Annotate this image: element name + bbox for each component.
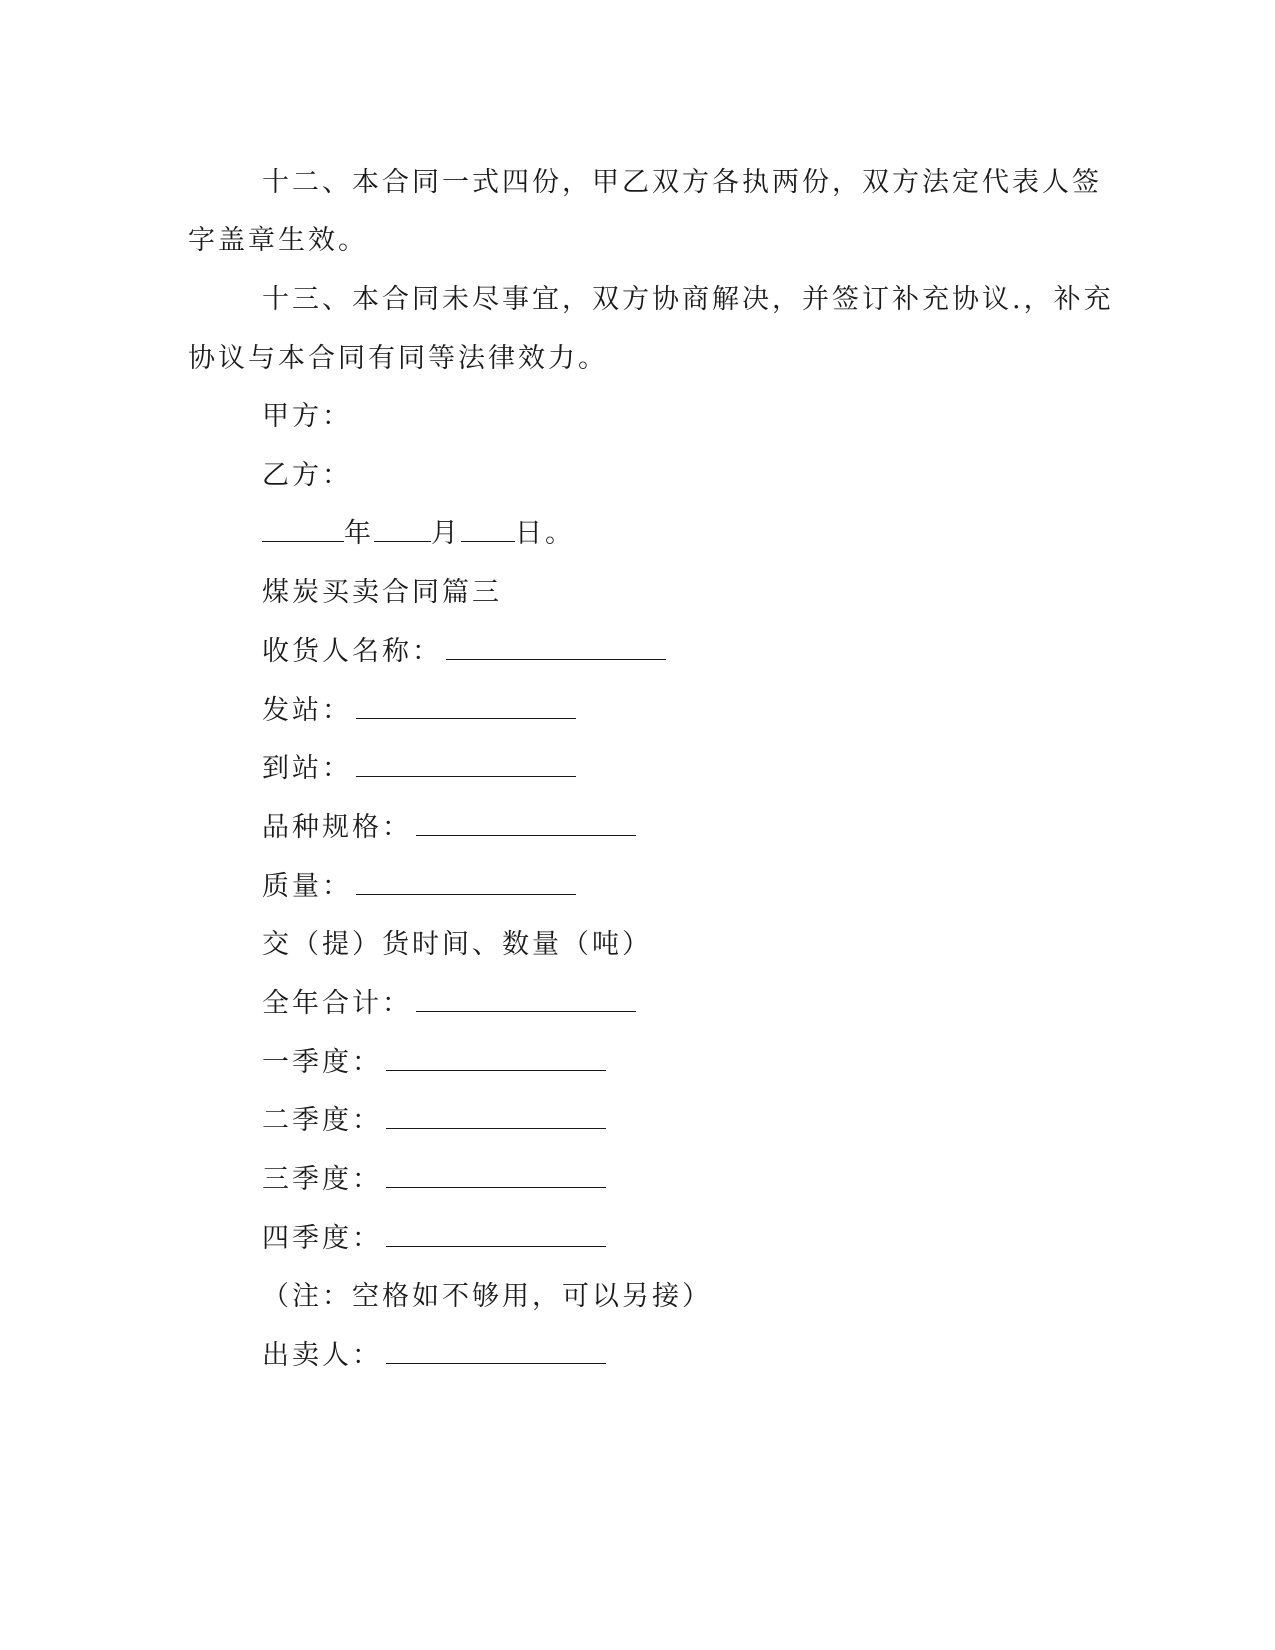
departure-label: 发站： — [262, 695, 352, 726]
section-title: 煤炭买卖合同篇三 — [262, 577, 502, 608]
arrival-label: 到站： — [262, 753, 352, 784]
quality-blank[interactable] — [356, 870, 576, 895]
paragraph-12-line-1: 十二、本合同一式四份，甲乙双方各执两份，双方法定代表人签 — [262, 167, 1102, 198]
spec-label: 品种规格： — [262, 812, 412, 843]
quality-label: 质量： — [262, 871, 352, 902]
arrival-row — [262, 752, 576, 786]
paragraph-13-line-2: 协议与本合同有同等法律效力。 — [188, 343, 608, 374]
seller-row — [262, 1339, 606, 1373]
party-a-label: 甲方： — [262, 401, 352, 432]
day-blank[interactable] — [461, 517, 515, 542]
q3-row — [262, 1163, 606, 1197]
spec-blank[interactable] — [416, 811, 636, 836]
departure-blank[interactable] — [356, 694, 576, 719]
q4-blank[interactable] — [386, 1222, 606, 1247]
day-label: 日。 — [515, 518, 575, 549]
delivery-header: 交（提）货时间、数量（吨） — [262, 929, 652, 960]
q3-label: 三季度： — [262, 1164, 382, 1195]
annual-total-label: 全年合计： — [262, 988, 412, 1019]
q4-row — [262, 1222, 606, 1256]
year-label: 年 — [344, 518, 374, 549]
consignee-blank[interactable] — [446, 635, 666, 660]
arrival-blank[interactable] — [356, 752, 576, 777]
paragraph-13-line-1: 十三、本合同未尽事宜，双方协商解决，并签订补充协议.，补充 — [262, 284, 1114, 315]
q2-row — [262, 1104, 606, 1138]
note-text: （注：空格如不够用，可以另接） — [262, 1281, 712, 1312]
party-b-label: 乙方： — [262, 460, 352, 491]
q4-label: 四季度： — [262, 1223, 382, 1254]
departure-row — [262, 694, 576, 728]
spec-row — [262, 811, 636, 845]
consignee-row — [262, 635, 666, 669]
q1-row — [262, 1046, 606, 1080]
annual-total-row — [262, 987, 636, 1021]
q1-blank[interactable] — [386, 1046, 606, 1071]
paragraph-12-line-2: 字盖章生效。 — [188, 225, 368, 256]
q3-blank[interactable] — [386, 1163, 606, 1188]
seller-label: 出卖人： — [262, 1340, 382, 1371]
consignee-label: 收货人名称： — [262, 636, 442, 667]
year-blank[interactable] — [262, 517, 344, 542]
month-label: 月 — [431, 518, 461, 549]
q1-label: 一季度： — [262, 1047, 382, 1078]
date-line — [262, 517, 575, 551]
month-blank[interactable] — [374, 517, 431, 542]
quality-row — [262, 870, 576, 904]
seller-blank[interactable] — [386, 1339, 606, 1364]
annual-total-blank[interactable] — [416, 987, 636, 1012]
q2-blank[interactable] — [386, 1104, 606, 1129]
q2-label: 二季度： — [262, 1105, 382, 1136]
